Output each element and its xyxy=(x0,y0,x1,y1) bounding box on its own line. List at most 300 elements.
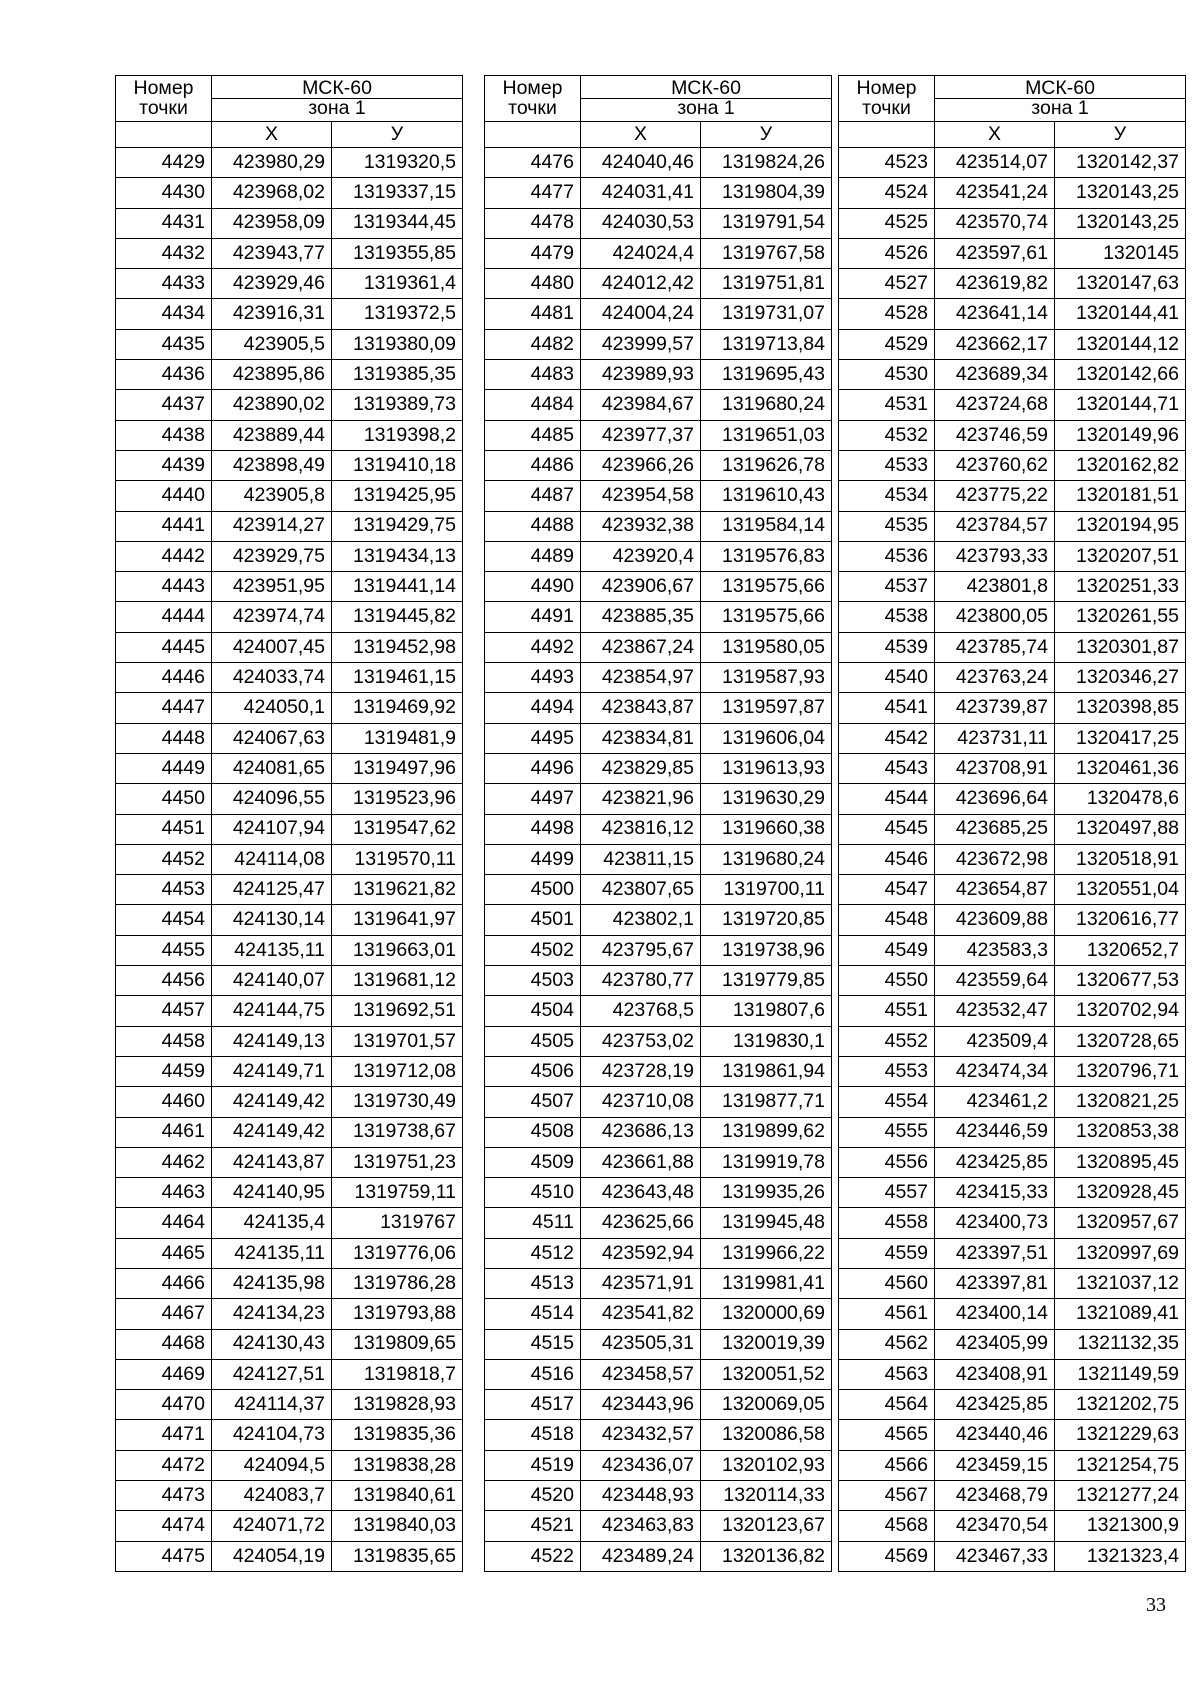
x-coordinate-cell: 424096,55 xyxy=(212,784,332,814)
x-coordinate-cell: 423728,19 xyxy=(581,1056,701,1086)
point-number-cell: 4460 xyxy=(116,1087,212,1117)
table-row xyxy=(116,1359,463,1389)
y-coordinate-cell: 1321089,41 xyxy=(1055,1299,1186,1329)
y-coordinate-cell: 1320895,45 xyxy=(1055,1147,1186,1177)
y-coordinate-cell: 1319575,66 xyxy=(701,602,832,632)
y-coordinate-cell: 1319380,09 xyxy=(332,329,463,359)
x-coordinate-cell: 423432,57 xyxy=(581,1420,701,1450)
point-number-cell: 4525 xyxy=(839,208,935,238)
point-number-cell: 4559 xyxy=(839,1238,935,1268)
point-number-cell: 4431 xyxy=(116,208,212,238)
x-coordinate-cell: 423708,91 xyxy=(935,753,1055,783)
point-number-cell: 4518 xyxy=(485,1420,581,1450)
point-number-cell: 4513 xyxy=(485,1268,581,1298)
x-coordinate-cell: 423793,33 xyxy=(935,541,1055,571)
x-coordinate-cell: 424140,07 xyxy=(212,966,332,996)
y-coordinate-cell: 1320144,41 xyxy=(1055,299,1186,329)
table-row xyxy=(839,1026,1186,1056)
table-row xyxy=(485,541,832,571)
x-coordinate-cell: 423641,14 xyxy=(935,299,1055,329)
y-coordinate-cell: 1320086,58 xyxy=(701,1420,832,1450)
point-number-cell: 4556 xyxy=(839,1147,935,1177)
y-coordinate-cell: 1319807,6 xyxy=(701,996,832,1026)
x-coordinate-cell: 423597,61 xyxy=(935,238,1055,268)
x-coordinate-cell: 423436,07 xyxy=(581,1450,701,1480)
point-number-cell: 4486 xyxy=(485,450,581,480)
table-row xyxy=(839,1329,1186,1359)
y-coordinate-cell: 1319361,4 xyxy=(332,269,463,299)
y-coordinate-cell: 1319935,26 xyxy=(701,1178,832,1208)
table-row xyxy=(485,1268,832,1298)
point-number-cell: 4448 xyxy=(116,723,212,753)
x-coordinate-cell: 423509,4 xyxy=(935,1026,1055,1056)
table-row xyxy=(839,481,1186,511)
x-coordinate-cell: 424149,42 xyxy=(212,1117,332,1147)
table-row xyxy=(839,390,1186,420)
y-coordinate-cell: 1320497,88 xyxy=(1055,814,1186,844)
table-row xyxy=(839,1511,1186,1541)
x-coordinate-cell: 423843,87 xyxy=(581,693,701,723)
y-coordinate-cell: 1319663,01 xyxy=(332,935,463,965)
x-coordinate-cell: 424135,4 xyxy=(212,1208,332,1238)
table-row xyxy=(116,966,463,996)
point-number-cell: 4512 xyxy=(485,1238,581,1268)
table-row xyxy=(839,663,1186,693)
x-coordinate-cell: 423854,97 xyxy=(581,663,701,693)
x-coordinate-cell: 423954,58 xyxy=(581,481,701,511)
y-coordinate-cell: 1320143,25 xyxy=(1055,178,1186,208)
point-number-cell: 4474 xyxy=(116,1511,212,1541)
point-number-cell: 4568 xyxy=(839,1511,935,1541)
point-number-cell: 4465 xyxy=(116,1238,212,1268)
point-number-cell: 4435 xyxy=(116,329,212,359)
x-coordinate-cell: 423458,57 xyxy=(581,1359,701,1389)
table-row xyxy=(839,450,1186,480)
point-number-cell: 4515 xyxy=(485,1329,581,1359)
table-row xyxy=(116,511,463,541)
point-number-cell: 4522 xyxy=(485,1541,581,1571)
x-coordinate-cell: 423571,91 xyxy=(581,1268,701,1298)
x-coordinate-cell: 423958,09 xyxy=(212,208,332,238)
table-row xyxy=(116,996,463,1026)
x-coordinate-cell: 423505,31 xyxy=(581,1329,701,1359)
point-number-cell: 4554 xyxy=(839,1087,935,1117)
table-row xyxy=(485,1117,832,1147)
point-number-cell: 4438 xyxy=(116,420,212,450)
x-coordinate-cell: 424081,65 xyxy=(212,753,332,783)
point-number-cell: 4481 xyxy=(485,299,581,329)
point-number-cell: 4482 xyxy=(485,329,581,359)
x-coordinate-cell: 424024,4 xyxy=(581,238,701,268)
point-number-cell: 4551 xyxy=(839,996,935,1026)
table-row xyxy=(485,753,832,783)
x-coordinate-cell: 424104,73 xyxy=(212,1420,332,1450)
y-coordinate-cell: 1320551,04 xyxy=(1055,875,1186,905)
point-number-cell: 4470 xyxy=(116,1390,212,1420)
y-coordinate-cell: 1319830,1 xyxy=(701,1026,832,1056)
coordinate-table-3 xyxy=(838,75,1186,1572)
table-row xyxy=(839,1178,1186,1208)
table-row xyxy=(116,1299,463,1329)
x-header: X xyxy=(581,122,701,148)
table-row xyxy=(116,1056,463,1086)
table-row xyxy=(839,1299,1186,1329)
y-coordinate-cell: 1319680,24 xyxy=(701,844,832,874)
y-coordinate-cell: 1319730,49 xyxy=(332,1087,463,1117)
x-coordinate-cell: 423980,29 xyxy=(212,148,332,178)
x-coordinate-cell: 424134,23 xyxy=(212,1299,332,1329)
x-coordinate-cell: 423440,46 xyxy=(935,1420,1055,1450)
y-coordinate-cell: 1320796,71 xyxy=(1055,1056,1186,1086)
x-coordinate-cell: 423999,57 xyxy=(581,329,701,359)
point-number-cell: 4563 xyxy=(839,1359,935,1389)
y-coordinate-cell: 1319570,11 xyxy=(332,844,463,874)
x-coordinate-cell: 423929,46 xyxy=(212,269,332,299)
x-coordinate-cell: 423895,86 xyxy=(212,360,332,390)
y-coordinate-cell: 1319481,9 xyxy=(332,723,463,753)
point-number-cell: 4528 xyxy=(839,299,935,329)
point-number-cell: 4561 xyxy=(839,1299,935,1329)
table-row xyxy=(839,541,1186,571)
x-coordinate-cell: 423443,96 xyxy=(581,1390,701,1420)
y-coordinate-cell: 1319398,2 xyxy=(332,420,463,450)
x-coordinate-cell: 424083,7 xyxy=(212,1481,332,1511)
y-coordinate-cell: 1319680,24 xyxy=(701,390,832,420)
x-coordinate-cell: 423710,08 xyxy=(581,1087,701,1117)
table-row xyxy=(485,1087,832,1117)
x-coordinate-cell: 423425,85 xyxy=(935,1390,1055,1420)
point-number-cell: 4441 xyxy=(116,511,212,541)
x-coordinate-cell: 423916,31 xyxy=(212,299,332,329)
x-coordinate-cell: 423867,24 xyxy=(581,632,701,662)
table-row xyxy=(116,420,463,450)
x-coordinate-cell: 423625,66 xyxy=(581,1208,701,1238)
table-row xyxy=(485,632,832,662)
table-row xyxy=(485,966,832,996)
point-number-cell: 4517 xyxy=(485,1390,581,1420)
point-number-cell: 4498 xyxy=(485,814,581,844)
y-coordinate-cell: 1319445,82 xyxy=(332,602,463,632)
y-coordinate-cell: 1319804,39 xyxy=(701,178,832,208)
point-number-cell: 4504 xyxy=(485,996,581,1026)
x-coordinate-cell: 423739,87 xyxy=(935,693,1055,723)
table-row xyxy=(116,814,463,844)
x-coordinate-cell: 423470,54 xyxy=(935,1511,1055,1541)
point-number-cell: 4451 xyxy=(116,814,212,844)
x-coordinate-cell: 423932,38 xyxy=(581,511,701,541)
point-number-cell: 4537 xyxy=(839,572,935,602)
table-row xyxy=(485,663,832,693)
x-coordinate-cell: 423592,94 xyxy=(581,1238,701,1268)
x-coordinate-cell: 423661,88 xyxy=(581,1147,701,1177)
table-row xyxy=(839,693,1186,723)
point-number-cell: 4493 xyxy=(485,663,581,693)
y-coordinate-cell: 1320142,37 xyxy=(1055,148,1186,178)
point-number-cell: 4496 xyxy=(485,753,581,783)
y-coordinate-cell: 1319385,35 xyxy=(332,360,463,390)
x-coordinate-cell: 423775,22 xyxy=(935,481,1055,511)
table-row xyxy=(839,1208,1186,1238)
y-coordinate-cell: 1320853,38 xyxy=(1055,1117,1186,1147)
table-row xyxy=(839,966,1186,996)
y-coordinate-cell: 1320144,12 xyxy=(1055,329,1186,359)
table-row xyxy=(116,1087,463,1117)
y-coordinate-cell: 1321229,63 xyxy=(1055,1420,1186,1450)
y-coordinate-cell: 1319587,93 xyxy=(701,663,832,693)
y-header: У xyxy=(701,122,832,148)
table-row xyxy=(485,1238,832,1268)
table-row xyxy=(839,572,1186,602)
point-number-cell: 4523 xyxy=(839,148,935,178)
point-number-cell: 4454 xyxy=(116,905,212,935)
y-coordinate-cell: 1319786,28 xyxy=(332,1268,463,1298)
y-coordinate-cell: 1320518,91 xyxy=(1055,844,1186,874)
point-number-cell: 4463 xyxy=(116,1178,212,1208)
x-coordinate-cell: 423448,93 xyxy=(581,1481,701,1511)
y-coordinate-cell: 1320478,6 xyxy=(1055,784,1186,814)
y-coordinate-cell: 1319731,07 xyxy=(701,299,832,329)
x-coordinate-cell: 423920,4 xyxy=(581,541,701,571)
point-number-cell: 4541 xyxy=(839,693,935,723)
table-row xyxy=(116,178,463,208)
x-coordinate-cell: 424071,72 xyxy=(212,1511,332,1541)
y-coordinate-cell: 1319877,71 xyxy=(701,1087,832,1117)
table-row xyxy=(839,1087,1186,1117)
point-number-header-line1 xyxy=(839,76,935,122)
point-number-cell: 4567 xyxy=(839,1481,935,1511)
point-number-cell: 4447 xyxy=(116,693,212,723)
table-row xyxy=(116,1026,463,1056)
y-header: У xyxy=(1055,122,1186,148)
table-row xyxy=(116,1481,463,1511)
x-coordinate-cell: 423643,48 xyxy=(581,1178,701,1208)
point-number-cell: 4552 xyxy=(839,1026,935,1056)
x-coordinate-cell: 423889,44 xyxy=(212,420,332,450)
table-row xyxy=(485,1420,832,1450)
x-coordinate-cell: 423400,14 xyxy=(935,1299,1055,1329)
x-coordinate-cell: 423780,77 xyxy=(581,966,701,996)
point-number-cell: 4450 xyxy=(116,784,212,814)
point-number-cell: 4462 xyxy=(116,1147,212,1177)
table-row xyxy=(485,450,832,480)
point-number-cell: 4436 xyxy=(116,360,212,390)
point-number-cell: 4547 xyxy=(839,875,935,905)
point-number-cell: 4449 xyxy=(116,753,212,783)
point-number-cell: 4485 xyxy=(485,420,581,450)
system-header: МСК-60 xyxy=(935,76,1186,99)
coordinate-tables xyxy=(115,75,1185,1575)
table-row xyxy=(485,905,832,935)
point-number-cell: 4464 xyxy=(116,1208,212,1238)
table-row xyxy=(839,511,1186,541)
y-coordinate-cell: 1320398,85 xyxy=(1055,693,1186,723)
x-coordinate-cell: 423559,64 xyxy=(935,966,1055,996)
table-row xyxy=(485,1147,832,1177)
y-coordinate-cell: 1320301,87 xyxy=(1055,632,1186,662)
x-header: X xyxy=(935,122,1055,148)
table-row xyxy=(485,1541,832,1571)
point-number-cell: 4440 xyxy=(116,481,212,511)
table-row xyxy=(839,1359,1186,1389)
table-row xyxy=(839,632,1186,662)
y-coordinate-cell: 1319738,67 xyxy=(332,1117,463,1147)
point-number-cell: 4514 xyxy=(485,1299,581,1329)
point-number-cell: 4546 xyxy=(839,844,935,874)
y-coordinate-cell: 1319861,94 xyxy=(701,1056,832,1086)
point-number-cell: 4503 xyxy=(485,966,581,996)
table-row xyxy=(485,1056,832,1086)
y-coordinate-cell: 1320069,05 xyxy=(701,1390,832,1420)
x-coordinate-cell: 424050,1 xyxy=(212,693,332,723)
table-row xyxy=(116,1117,463,1147)
point-number-cell: 4524 xyxy=(839,178,935,208)
point-number-cell: 4458 xyxy=(116,1026,212,1056)
table-row xyxy=(116,1178,463,1208)
y-coordinate-cell: 1320997,69 xyxy=(1055,1238,1186,1268)
x-coordinate-cell: 423746,59 xyxy=(935,420,1055,450)
x-coordinate-cell: 423461,2 xyxy=(935,1087,1055,1117)
point-number-cell: 4455 xyxy=(116,935,212,965)
table-row xyxy=(839,753,1186,783)
y-coordinate-cell: 1320145 xyxy=(1055,238,1186,268)
table-row xyxy=(485,693,832,723)
y-coordinate-cell: 1319945,48 xyxy=(701,1208,832,1238)
y-coordinate-cell: 1320461,36 xyxy=(1055,753,1186,783)
point-number-cell: 4430 xyxy=(116,178,212,208)
y-coordinate-cell: 1319840,61 xyxy=(332,1481,463,1511)
coordinate-table-1 xyxy=(115,75,463,1572)
x-coordinate-cell: 423397,51 xyxy=(935,1238,1055,1268)
table-row xyxy=(116,844,463,874)
table-row xyxy=(485,299,832,329)
point-number-cell: 4476 xyxy=(485,148,581,178)
x-coordinate-cell: 423984,67 xyxy=(581,390,701,420)
y-coordinate-cell: 1319840,03 xyxy=(332,1511,463,1541)
table-row xyxy=(485,723,832,753)
y-coordinate-cell: 1319429,75 xyxy=(332,511,463,541)
table-row xyxy=(116,450,463,480)
table-body xyxy=(116,148,463,1572)
table-row xyxy=(485,1511,832,1541)
x-coordinate-cell: 423802,1 xyxy=(581,905,701,935)
point-number-cell: 4508 xyxy=(485,1117,581,1147)
y-coordinate-cell: 1321323,4 xyxy=(1055,1541,1186,1571)
table-row xyxy=(485,420,832,450)
point-number-cell: 4452 xyxy=(116,844,212,874)
table-row xyxy=(839,1147,1186,1177)
x-coordinate-cell: 423905,8 xyxy=(212,481,332,511)
point-number-cell: 4432 xyxy=(116,238,212,268)
y-coordinate-cell: 1319692,51 xyxy=(332,996,463,1026)
point-number-cell: 4442 xyxy=(116,541,212,571)
y-coordinate-cell: 1320142,66 xyxy=(1055,360,1186,390)
y-coordinate-cell: 1319791,54 xyxy=(701,208,832,238)
x-coordinate-cell: 423966,26 xyxy=(581,450,701,480)
table-row xyxy=(485,1450,832,1480)
point-number-cell: 4542 xyxy=(839,723,935,753)
x-coordinate-cell: 423763,24 xyxy=(935,663,1055,693)
x-coordinate-cell: 423662,17 xyxy=(935,329,1055,359)
y-coordinate-cell: 1319425,95 xyxy=(332,481,463,511)
y-coordinate-cell: 1320000,69 xyxy=(701,1299,832,1329)
point-number-cell: 4520 xyxy=(485,1481,581,1511)
y-coordinate-cell: 1319626,78 xyxy=(701,450,832,480)
table-row xyxy=(116,1390,463,1420)
x-coordinate-cell: 423977,37 xyxy=(581,420,701,450)
table-row xyxy=(485,329,832,359)
y-coordinate-cell: 1319410,18 xyxy=(332,450,463,480)
y-coordinate-cell: 1319597,87 xyxy=(701,693,832,723)
blank-header-cell xyxy=(116,122,212,148)
zone-header: зона 1 xyxy=(935,99,1186,122)
y-coordinate-cell: 1319751,23 xyxy=(332,1147,463,1177)
x-coordinate-cell: 423760,62 xyxy=(935,450,1055,480)
x-coordinate-cell: 423474,34 xyxy=(935,1056,1055,1086)
table-row xyxy=(116,148,463,178)
point-number-cell: 4540 xyxy=(839,663,935,693)
table-row xyxy=(116,329,463,359)
point-number-cell: 4506 xyxy=(485,1056,581,1086)
y-coordinate-cell: 1320114,33 xyxy=(701,1481,832,1511)
table-row xyxy=(839,1238,1186,1268)
table-row xyxy=(485,178,832,208)
y-coordinate-cell: 1320957,67 xyxy=(1055,1208,1186,1238)
point-number-cell: 4539 xyxy=(839,632,935,662)
point-number-cell: 4530 xyxy=(839,360,935,390)
y-coordinate-cell: 1320677,53 xyxy=(1055,966,1186,996)
table-row xyxy=(839,208,1186,238)
table-row xyxy=(839,723,1186,753)
point-number-header: Номер точки xyxy=(502,77,563,119)
point-number-cell: 4555 xyxy=(839,1117,935,1147)
x-coordinate-cell: 423654,87 xyxy=(935,875,1055,905)
table-body xyxy=(485,148,832,1572)
x-coordinate-cell: 423929,75 xyxy=(212,541,332,571)
point-number-cell: 4526 xyxy=(839,238,935,268)
table-row xyxy=(485,784,832,814)
table-row xyxy=(839,814,1186,844)
table-row xyxy=(839,178,1186,208)
x-coordinate-cell: 423816,12 xyxy=(581,814,701,844)
table-row xyxy=(485,360,832,390)
table-row xyxy=(839,905,1186,935)
point-number-cell: 4473 xyxy=(116,1481,212,1511)
x-coordinate-cell: 423974,74 xyxy=(212,602,332,632)
y-coordinate-cell: 1319641,97 xyxy=(332,905,463,935)
table-row xyxy=(116,1147,463,1177)
y-coordinate-cell: 1321132,35 xyxy=(1055,1329,1186,1359)
table-row xyxy=(839,420,1186,450)
table-row xyxy=(485,1329,832,1359)
x-coordinate-cell: 424012,42 xyxy=(581,269,701,299)
point-number-cell: 4516 xyxy=(485,1359,581,1389)
y-coordinate-cell: 1319344,45 xyxy=(332,208,463,238)
table-row xyxy=(116,723,463,753)
page-number: 33 xyxy=(1146,1594,1166,1616)
y-coordinate-cell: 1319580,05 xyxy=(701,632,832,662)
point-number-cell: 4536 xyxy=(839,541,935,571)
point-number-cell: 4499 xyxy=(485,844,581,874)
table-row xyxy=(485,269,832,299)
x-coordinate-cell: 424107,94 xyxy=(212,814,332,844)
point-number-cell: 4532 xyxy=(839,420,935,450)
point-number-cell: 4469 xyxy=(116,1359,212,1389)
x-coordinate-cell: 423785,74 xyxy=(935,632,1055,662)
table-row xyxy=(116,572,463,602)
y-coordinate-cell: 1319651,03 xyxy=(701,420,832,450)
point-number-cell: 4478 xyxy=(485,208,581,238)
table-row xyxy=(839,1481,1186,1511)
